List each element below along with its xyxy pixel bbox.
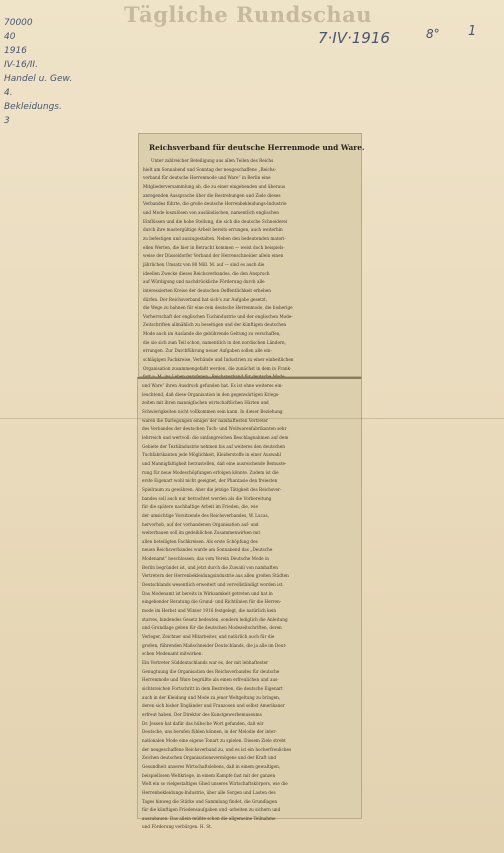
- article-line: schlägigen Fachkreise, Verbände und Industrien zu einer einheitlichen: [143, 357, 294, 363]
- article-line: waren die Darlegungen einiger der namhaftesten Vertreter: [142, 417, 269, 423]
- article-line: und Grundlage geben für die deutschen Modezeitschriften, deren: [142, 625, 282, 631]
- article-line: die Wege zu bahnen für eine rein deutsche Herrenmode, die bisherige: [143, 305, 293, 311]
- article-line: zu befestigen und auszugestalten. Neben den bedeutenden materi-: [143, 235, 286, 241]
- article-line: allen beteiligten Fachkreisen. Als erste Schöpfung des: [142, 538, 258, 544]
- margin-note: IV-16/II.: [4, 60, 38, 70]
- article-line: jährlichen Umsatz von 80 Mill. M. auf — sind es auch die: [143, 261, 265, 267]
- article-line: erfreut haben. Der Direktor des Kunstgewerbemuseums: [142, 711, 262, 717]
- article-line: dürfen. Der Reichsverband hat sich's zur Aufgabe gesetzt,: [143, 296, 268, 302]
- article-line: Vertretern der Herrenbekleidungsindustrie aus allen großen Städten: [142, 573, 289, 579]
- article-line: Das Modenamt ist bereits in Wirksamkeit getreten und hat in: [142, 590, 273, 596]
- article-line: ideellen Zwecke dieses Reichsverbandes, die den Anspruch: [143, 270, 270, 276]
- newspaper-masthead: Tägliche Rundschau: [123, 2, 373, 27]
- article-line: Gesundheit unseres Wirtschaftslebens, daß in einem gewaltigen,: [142, 763, 281, 769]
- article-line: verband für deutsche Herrenmode und Ware“ in Berlin eine: [143, 175, 271, 181]
- handwritten-mark: 1: [468, 24, 477, 39]
- article-line: und Mannigfaltigkeit herzustellen, daß eine ausreichende Bemuste-: [142, 460, 287, 466]
- article-body-part-2: [142, 382, 357, 832]
- article-line: hielt am Sonnabend und Sonntag der neugeschaffene „Reichs-: [143, 166, 277, 172]
- article-line: Mitgliederversammlung ab, die zu einer eingehenden und überaus: [143, 183, 286, 189]
- article-line: Spielraum zu gewähren. Aber die jetzige Tätigkeit des Reichsver-: [142, 486, 282, 492]
- article-line: für die spätere nachhaltige Arbeit im Frieden, die, wie: [142, 504, 258, 510]
- margin-note: Bekleidungs.: [4, 102, 62, 112]
- article-line: der umsichtige Vorsitzende des Reichsverbandes, W. Lucas,: [142, 512, 269, 518]
- article-line: auszubauen. Das allein müßte schon die allgemeine Teilnahme: [142, 815, 276, 821]
- article-line: der neugeschaffene Reichsverband zu, und es ist ein hocherfreuliches: [142, 746, 292, 752]
- handwritten-date: 7·IV·1916: [318, 29, 390, 47]
- article-line: mode im Herbst und Winter 1916 festgelegt, die natürlich kein: [142, 608, 277, 614]
- article-line: sichtsreichen Fortschritt in dem Bestreben, die deutsche Eigenart: [142, 685, 283, 691]
- article-line: Unter zahlreicher Beteiligung aus allen Teilen des Reichs: [151, 158, 274, 163]
- article-line: Zeichen deutschen Organisationsvermögens und der Kraft und: [142, 755, 277, 761]
- article-line: zeiten mit ihren mannigfachen wirtschaftlichen Härten und: [142, 400, 269, 406]
- paper-fold: [0, 418, 504, 419]
- article-line: starres, bindendes Gesetz bedeuten, sondern lediglich die Anleitung: [142, 616, 288, 622]
- article-line: für die künftigen Friedensaufgaben und -arbeiten zu sichern und: [142, 807, 281, 813]
- article-line: Genugtuung die Organisation des Reichsverbandes für deutsche: [142, 668, 280, 674]
- article-line: beispiellosen Weltkriege, in einem Kampfe fast mit der ganzen: [142, 772, 276, 778]
- article-line: durch ihre mustergültige Arbeit bereits errungen, auch weiterhin: [143, 227, 283, 233]
- article-line: ellen Werten, die hier in Betracht kommen — weist doch beispiels-: [143, 244, 285, 250]
- article-line: Tages hinweg die Stärke und Sammlung findet, die Grundlagen: [142, 798, 278, 804]
- article-headline: Reichsverband für deutsche Herrenmode und Ware.: [149, 143, 365, 152]
- article-line: rung für neue Modeschöpfungen erfolgen könnte. Zudem ist die: [142, 469, 279, 475]
- article-line: Modenamt“ beschlossen, das vom Verein Deutsche Mode in: [142, 556, 269, 562]
- article-line: Verbandes führte, die große deutsche Herrenbekleidungs-Industrie: [143, 201, 287, 207]
- margin-note: Handel u. Gew.: [4, 74, 73, 84]
- article-line: Ein Vertreter Süddeutschlands war es, der mit lebhaftester: [142, 660, 269, 665]
- article-line: bandes soll auch nur betrachtet werden als die Vorbereitung: [142, 495, 272, 501]
- article-line: Einflüssen und die hohe Stellung, die sich die deutsche Schneiderei: [143, 218, 288, 224]
- article-line: und Ware“ ihren Ausdruck gefunden hat. Es ist ohne weiteres ein-: [142, 383, 283, 388]
- article-line: erste Eigenart wohl nicht geeignet, der Phantasie den freiesten: [142, 478, 278, 484]
- margin-notes: [4, 16, 74, 128]
- margin-note: 3: [4, 116, 10, 126]
- article-line: deren sich bisher Engländer und Franzosen und selbst Amerikaner: [142, 703, 285, 709]
- article-line: neuen Reichsverbandes wurde am Sonnabend das „Deutsche: [142, 547, 273, 553]
- article-line: Schwierigkeiten nicht vollkommen sein kann. In dieser Beziehung: [142, 408, 283, 414]
- article-line: eingehender Beratung die Grund- und Richtlinien für die Herren-: [142, 599, 282, 605]
- article-line: Vorherrschaft der englischen Tuchindustrie und der englischen Mode-: [143, 313, 293, 319]
- article-line: anregenden Aussprache über die Bestrebungen und Ziele dieses: [143, 192, 281, 198]
- article-line: und Förderung verbürgen. H. St.: [142, 824, 213, 830]
- article-line: weise der Düsseldorfer Verband der Herrenschneider allein einen: [143, 253, 284, 259]
- article-body-part-1: [143, 157, 357, 382]
- margin-note: 4.: [4, 88, 13, 98]
- article-line: weiterbauen soll im gedeihlichen Zusammenwirken mit: [142, 530, 261, 536]
- article-line: schen Modenamt mitwirken.: [142, 651, 203, 657]
- article-line: Dr. Jessen hat dafür das hübsche Wort gefunden, daß wir: [142, 720, 264, 726]
- article-line: Mode auch im Auslande die gebührende Geltung zu verschaffen,: [143, 331, 281, 337]
- article-line: des Verbandes der deutschen Tuch- und Wollwarenfabrikanten sehr: [142, 426, 287, 432]
- article-line: Gebiete der Textilindustrie nehmen bis auf weiteres den deutschen: [142, 443, 285, 449]
- article-line: und Mode loszulösen von ausländischen, namentlich englischen: [143, 209, 279, 215]
- article-line: Organisation zusammengefaßt werden, die zunächst in dem in Frank-: [143, 365, 292, 371]
- margin-note: 1916: [4, 46, 27, 56]
- article-line: auf Würdigung und nachdrückliche Förderung durch alle: [143, 279, 265, 285]
- article-line: Tuchfabrikanten jede Möglichkeit, Kleiderstoffe in einer Auswahl: [142, 452, 281, 458]
- article-line: auch in der Kleidung und Mode zu jener Weltgeltung zu bringen,: [142, 694, 281, 700]
- article-line: nationalen Mode eine eigene Tonart zu spielen. Diesem Ziele strebt: [142, 737, 286, 743]
- article-line: lehrreich und wertvoll: die umfangreichen Beschlagnahmen auf dem: [142, 434, 289, 440]
- article-line: großen, führenden Maßschneider Deutschlands, die ja alle im Deut-: [142, 642, 287, 648]
- margin-note: 70000: [4, 18, 33, 28]
- handwritten-folio: 8°: [426, 27, 440, 41]
- margin-note: 40: [4, 32, 16, 42]
- newspaper-clipping-part-2: [137, 377, 362, 830]
- article-line: Herrenmode und Ware begrüßte als einen erfreulichen und aus-: [142, 677, 279, 683]
- article-line: Welt ein so vielgestaltiges Glied unseres Wirtschaftskörpers, wie die: [142, 781, 288, 787]
- article-line: Verleger, Zeichner und Mitarbeiter, und natürlich auch für die: [142, 634, 275, 640]
- newspaper-clipping-part-1: [138, 133, 365, 377]
- article-line: die sie sich zum Teil schon, namentlich in den nordischen Ländern,: [143, 339, 286, 345]
- article-line: hervorhob, auf der vorhandenen Organisation auf- und: [142, 521, 259, 527]
- article-line: Berlin begründet ist, und jetzt durch die Zuwahl von namhaften: [142, 564, 278, 570]
- article-line: Herrenbekleidungs-Industrie, über alle Sorgen und Lasten des: [142, 789, 276, 795]
- article-line: Deutsche, uns berufen fühlen können, in der Melodie der inter-: [142, 729, 277, 735]
- article-line: errungen. Zur Durchführung neuer Aufgaben sollen alle ein-: [143, 348, 272, 354]
- article-line: Zeitschriften allmählich zu beseitigen und der künftigen deutschen: [143, 322, 287, 328]
- article-line: Deutschlands wesentlich erweitert und vervollständigt worden ist.: [142, 582, 284, 588]
- article-line: leuchtend, daß diese Organisation in den gegenwärtigen Kriegs-: [142, 391, 280, 397]
- article-line: interessierten Kreise der deutschen Oeffentlichkeit erheben: [143, 287, 271, 293]
